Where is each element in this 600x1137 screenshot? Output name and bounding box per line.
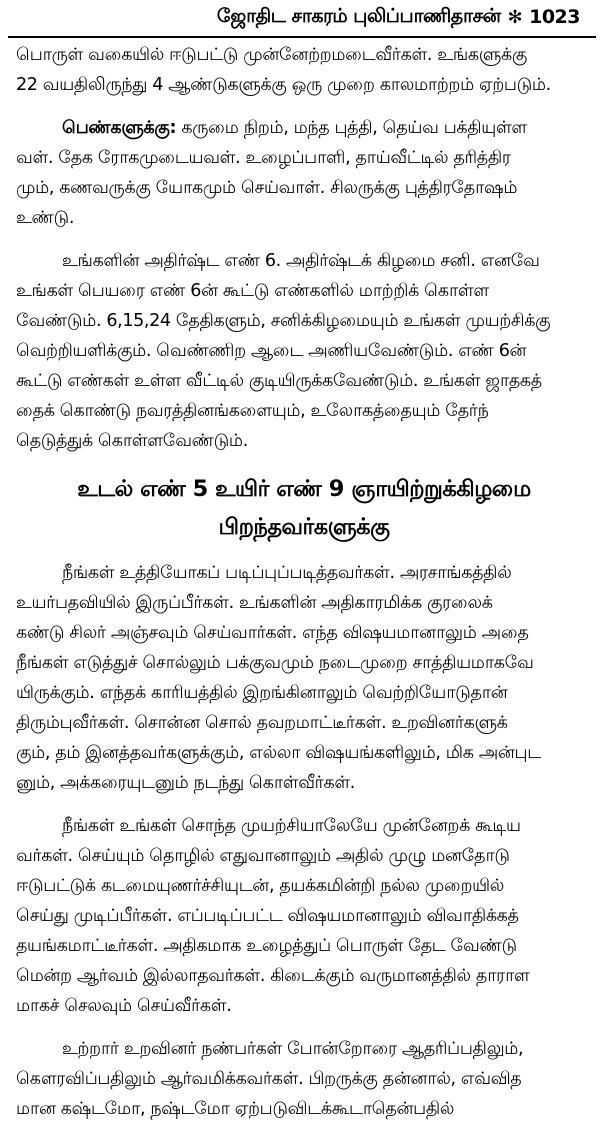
text-line: மான கஷ்டமோ, நஷ்டமோ ஏற்படுவிடக்கூடாதென்பதில் [16, 1099, 455, 1119]
text-line: யிருக்கும். எந்தக் காரியத்தில் இறங்கினாலும் வெற்றியோடுதான் [16, 683, 508, 703]
section-heading [16, 470, 592, 546]
header-rule [8, 36, 596, 38]
section-paragraph-1 [16, 558, 592, 798]
section-paragraph-3 [16, 1034, 592, 1124]
text-line: உண்டு. [16, 208, 75, 228]
text-line: நீங்கள் உங்கள் சொந்த முயற்சியாலேயே முன்னேறக் கூடிய [62, 816, 521, 836]
text-line: தெடுத்துக் கொள்ளவேண்டும். [16, 431, 248, 451]
separator-glyph: ✻ [507, 6, 523, 28]
text-line: ஈடுபட்டுக் கடமையுணர்ச்சியுடன், தயக்கமின்றி நல்ல முறையில் [16, 876, 505, 896]
text-line: வள். தேக ரோகமுடையவள். உழைப்பாளி, தாய்வீட்டில் தரித்திர [16, 148, 511, 168]
text-run: கருமை நிறம், மந்த புத்தி, தெய்வ பக்தியுள்ள [176, 118, 527, 138]
text-line: கும், தம் இனத்தவர்களுக்கும், எல்லா விஷயங்களிலும், மிக அன்புட [16, 743, 541, 763]
text-line: உற்றார் உறவினர் நண்பர்கள் போன்றோரை ஆதரிப்பதிலும், [62, 1039, 524, 1059]
paragraph-1 [16, 40, 592, 100]
text-line: மாகச் செலவும் செய்வீர்கள். [16, 996, 232, 1016]
text-line: 22 வயதிலிருந்து 4 ஆண்டுகளுக்கு ஒரு முறை காலமாற்றம் ஏற்படும். [16, 75, 551, 95]
text-line: வர்கள். செய்யும் தொழில் எதுவானாலும் அதில் முழு மனதோடு [16, 846, 510, 866]
text-line: தயங்கமாட்டீர்கள். அதிகமாக உழைத்துப் பொருள் தேட வேண்டு [16, 936, 517, 956]
book-title: ஜோதிட சாகரம் புலிப்பாணிதாசன் [216, 4, 501, 27]
paragraph-2 [16, 113, 592, 233]
text-line: கண்டு சிலர் அஞ்சவும் செய்வார்கள். எந்த விஷயமானாலும் அதை [16, 623, 529, 643]
paragraph-3 [16, 246, 592, 456]
text-line: தைக் கொண்டு நவரத்தினங்களையும், உலோகத்தையும் தேர்ந் [16, 401, 489, 421]
text-line: நீங்கள் எடுத்துச் சொல்லும் பக்குவமும் நடைமுறை சாத்தியமாகவே [16, 653, 534, 673]
text-line: மும், கணவருக்கு யோகமும் செய்வாள். சிலருக்கு புத்திரதோஷம் [16, 178, 518, 198]
section-heading-line: உடல் எண் 5 உயிர் எண் 9 ஞாயிற்றுக்கிழமை [77, 476, 531, 502]
text-line: வேண்டும். 6,15,24 தேதிகளும், சனிக்கிழமையும் உங்கள் முயற்சிக்கு [16, 311, 551, 331]
text-line: உயர்பதவியில் இருப்பீர்கள். உங்களின் அதிகாரமிக்க குரலைக் [16, 593, 493, 613]
page-number: 1023 [529, 6, 580, 28]
text-line: பொருள் வகையில் ஈடுபட்டு முன்னேற்றமடைவீர்கள். உங்களுக்கு [16, 45, 528, 65]
text-line: னும், அக்கரையுடனும் நடந்து கொள்வீர்கள். [16, 773, 355, 793]
text-line: திரும்புவீர்கள். சொன்ன சொல் தவறமாட்டீர்கள். உறவினர்களுக் [16, 713, 508, 733]
text-line: உங்களின் அதிர்ஷ்ட எண் 6. அதிர்ஷ்டக் கிழமை சனி. எனவே [62, 251, 540, 271]
text-line: உங்கள் பெயரை எண் 6ன் கூட்டு எண்களில் மாற்றிக் கொள்ள [16, 281, 489, 301]
text-line: கௌரவிப்பதிலும் ஆர்வமிக்கவர்கள். பிறருக்கு தன்னால், எவ்வித [16, 1069, 522, 1089]
text-line [16, 113, 592, 143]
text-line: மென்ற ஆர்வம் இல்லாதவர்கள். கிடைக்கும் வருமானத்தில் தாராள [16, 966, 530, 986]
text-line: நீங்கள் உத்தியோகப் படிப்புப்படித்தவர்கள். அரசாங்கத்தில் [62, 563, 512, 583]
running-header [0, 0, 600, 34]
text-line: கூட்டு எண்கள் உள்ள வீட்டில் குடியிருக்கவேண்டும். உங்கள் ஜாதகத் [16, 371, 542, 391]
text-line: வெற்றியளிக்கும். வெண்ணிற ஆடை அணியவேண்டும். எண் 6ன் [16, 341, 527, 361]
section-heading-line: பிறந்தவர்களுக்கு [218, 514, 390, 540]
text-line: செய்து முடிப்பீர்கள். எப்படிப்பட்ட விஷயமானாலும் விவாதிக்கத் [16, 906, 519, 926]
paragraph-lead: பெண்களுக்கு: [62, 118, 177, 138]
section-paragraph-2 [16, 811, 592, 1021]
page-body [16, 40, 592, 1137]
